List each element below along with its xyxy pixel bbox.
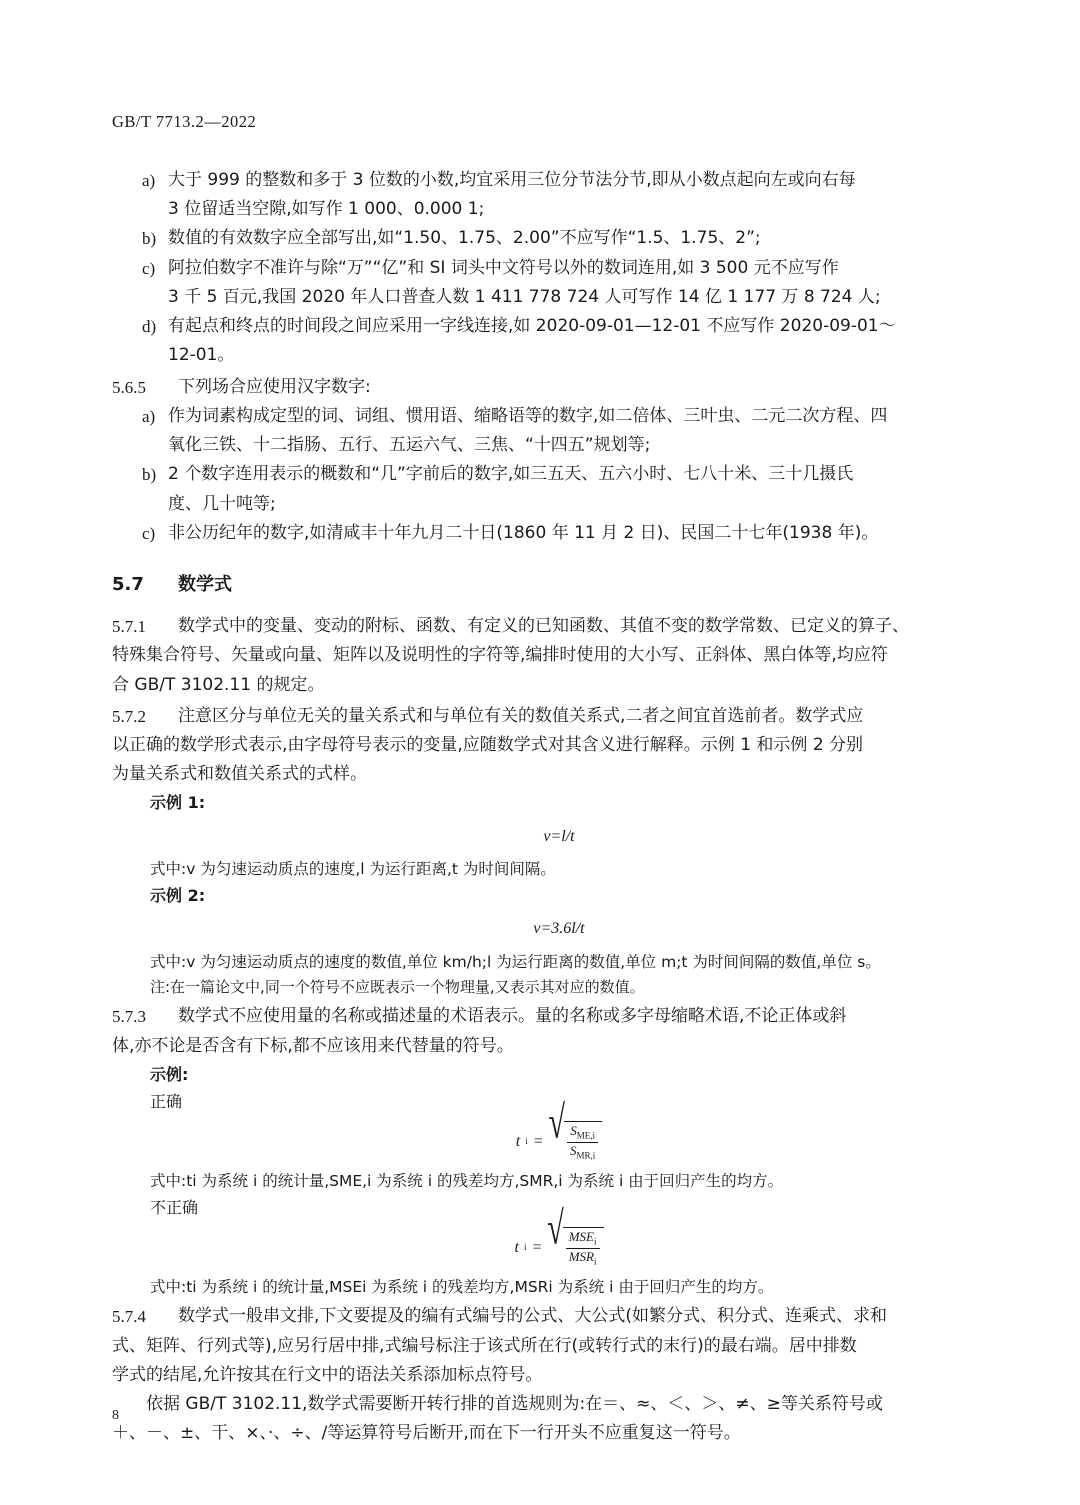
fraction <box>566 1229 600 1268</box>
example-2-explanation: 式中:v 为匀速运动质点的速度的数值,单位 km/h;l 为运行距离的数值,单位 m;t 为时间间隔的数值,单位 s。 <box>150 952 881 971</box>
list-564 <box>112 166 968 371</box>
clause-574 <box>112 1302 968 1331</box>
clause-text: 数学式一般串文排,下文要提及的编有式编号的公式、大公式(如繁分式、积分式、连乘式、求和 <box>178 1306 888 1327</box>
list-item <box>112 519 968 548</box>
note-572: 注:在一篇论文中,同一个符号不应既表示一个物理量,又表示其对应的数值。 <box>150 977 645 996</box>
clause-number: 5.7.1 <box>112 617 146 637</box>
list-text: 12-01。 <box>168 345 235 366</box>
numerator-sub: i <box>594 1237 597 1248</box>
example-2-label: 示例 2: <box>150 886 206 906</box>
clause-571-line3: 合 GB/T 3102.11 的规定。 <box>112 674 325 695</box>
clause-text: 下列场合应使用汉字数字: <box>178 376 371 397</box>
list-item-cont <box>112 490 968 519</box>
clause-number: 5.7.4 <box>112 1307 146 1327</box>
example-1-label: 示例 1: <box>150 793 206 813</box>
list-label: c) <box>142 523 156 543</box>
list-item-cont <box>112 283 968 312</box>
clause-text: 注意区分与单位无关的量关系式和与单位有关的数值关系式,二者之间宜首选前者。数学式应 <box>178 705 864 726</box>
list-item-cont <box>112 431 968 460</box>
list-text: 有起点和终点的时间段之间应采用一字线连接,如 2020-09-01—12-01 不应写作 2020-09-01～ <box>168 316 896 337</box>
list-text: 数值的有效数字应全部写出,如“1.50、1.75、2.00”不应写作“1.5、1.75、2”; <box>168 228 761 249</box>
clause-text: 数学式不应使用量的名称或描述量的术语表示。量的名称或多字母缩略术语,不论正体或斜 <box>178 1006 847 1027</box>
example-1-explanation: 式中:v 为匀速运动质点的速度,l 为运行距离,t 为时间间隔。 <box>150 859 556 878</box>
list-label: a) <box>142 406 156 426</box>
list-text: 2 个数字连用表示的概数和“几”字前后的数字,如三五天、五六小时、七八十米、三十几摄氏 <box>168 464 854 485</box>
standard-header: GB/T 7713.2—2022 <box>112 112 257 131</box>
formula-lhs-sub: i <box>525 1135 528 1146</box>
incorrect-explanation: 式中:ti 为系统 i 的统计量,MSEi 为系统 i 的残差均方,MSRi 为系统 i 由于回归产生的均方。 <box>150 1278 774 1297</box>
formula-equals: = <box>531 1239 543 1257</box>
formula-lhs: t <box>514 1239 519 1257</box>
section-title: 数学式 <box>178 574 232 596</box>
formula-equals: = <box>532 1132 544 1150</box>
clause-text: 数学式中的变量、变动的附标、函数、有定义的已知函数、其值不变的数学常数、已定义的算子、 <box>178 616 909 637</box>
clause-number: 5.6.5 <box>112 377 146 397</box>
list-label: b) <box>142 465 157 485</box>
page-content <box>112 112 968 1449</box>
list-text: 度、几十吨等; <box>168 493 276 514</box>
denominator-sub: i <box>594 1256 597 1267</box>
list-item <box>112 254 968 283</box>
clause-572-line3: 为量关系式和数值关系式的式样。 <box>112 764 367 785</box>
clause-571-line2: 特殊集合符号、矢量或向量、矩阵以及说明性的字符等,编排时使用的大小写、正斜体、黑白体等,均应符 <box>112 645 888 666</box>
list-text: 3 千 5 百元,我国 2020 年人口普查人数 1 411 778 724 人可写作 14 亿 1 177 万 8 724 人; <box>168 286 881 307</box>
list-text: 氧化三铁、十二指肠、五行、五运六气、三焦、“十四五”规划等; <box>168 435 651 456</box>
clause-number: 5.7.3 <box>112 1007 146 1027</box>
denominator: MSR <box>568 1249 594 1265</box>
section-heading-57 <box>112 570 968 596</box>
list-text: 作为词素构成定型的词、词组、惯用语、缩略语等的数字,如二倍体、三叶虫、二元二次方程、四 <box>168 405 888 426</box>
formula-lhs: t <box>515 1132 521 1150</box>
clause-574-line2: 式、矩阵、行列式等),应另行居中排,式编号标注于该式所在行(或转行式的末行)的最右端。居中排数 <box>112 1335 857 1356</box>
list-label: b) <box>142 229 157 249</box>
list-item <box>112 460 968 489</box>
list-label: d) <box>142 317 157 337</box>
radical-icon: √ <box>548 1097 565 1149</box>
clause-573-line2: 体,亦不论是否含有下标,都不应该用来代替量的符号。 <box>112 1035 514 1056</box>
list-item <box>112 312 968 341</box>
clause-573 <box>112 1002 968 1031</box>
page-number: 8 <box>112 1408 119 1423</box>
numerator-sub: ME,i <box>576 1130 595 1141</box>
list-text: 阿拉伯数字不准许与除“万”“亿”和 SI 词头中文符号以外的数词连用,如 3 500 元不应写作 <box>168 257 839 278</box>
incorrect-label: 不正确 <box>150 1198 199 1218</box>
clause-572-line2: 以正确的数学形式表示,由字母符号表示的变量,应随数学式对其含义进行解释。示例 1 和示例 2 分别 <box>112 734 864 755</box>
section-number: 5.7 <box>112 574 144 596</box>
list-item <box>112 402 968 431</box>
clause-571 <box>112 612 968 641</box>
sqrt-group <box>548 1097 603 1162</box>
sqrt-group <box>547 1203 603 1268</box>
clause-574-p2-line2: ＋、－、±、干、×、·、÷、/等运算符号后断开,而在下一行开头不应重复这一符号。 <box>112 1423 741 1444</box>
formula-lhs-sub: i <box>523 1242 527 1253</box>
fraction <box>567 1123 598 1162</box>
list-label: a) <box>142 171 156 190</box>
numerator: MSE <box>568 1229 594 1245</box>
list-text: 大于 999 的整数和多于 3 位数的小数,均宜采用三位分节法分节,即从小数点起向左或向右每 <box>168 170 856 190</box>
clause-572 <box>112 702 968 731</box>
radical-icon: √ <box>547 1203 564 1255</box>
list-text: 非公历纪年的数字,如清咸丰十年九月二十日(1860 年 11 月 2 日)、民国二十七年(1938 年)。 <box>168 522 879 543</box>
list-item-cont <box>112 341 968 370</box>
list-item <box>112 224 968 253</box>
correct-explanation: 式中:ti 为系统 i 的统计量,SME,i 为系统 i 的残差均方,SMR,i 为系统 i 由于回归产生的均方。 <box>150 1171 784 1190</box>
denominator-sub: MR,i <box>576 1150 596 1161</box>
list-label: c) <box>142 258 156 278</box>
list-565 <box>112 402 968 548</box>
example-label: 示例: <box>150 1064 189 1084</box>
clause-number: 5.7.2 <box>112 706 146 726</box>
example-block-573 <box>150 1061 968 1301</box>
denominator: S <box>569 1143 577 1159</box>
list-text: 3 位留适当空隙,如写作 1 000、0.000 1; <box>168 199 485 220</box>
clause-565-intro <box>112 373 968 402</box>
example-2-formula: v=3.6l/t <box>533 920 585 938</box>
clause-574-line3: 学式的结尾,允许按其在行文中的语法关系添加标点符号。 <box>112 1364 543 1385</box>
correct-label: 正确 <box>150 1092 183 1112</box>
numerator: S <box>570 1123 577 1139</box>
clause-574-p2-line1: 依据 GB/T 3102.11,数学式需要断开转行排的首选规则为:在＝、≈、＜、＞、≠、≥等关系符号或 <box>146 1394 883 1415</box>
list-item-cont <box>112 195 968 224</box>
list-item <box>112 166 968 195</box>
example-block-572 <box>150 789 968 1000</box>
example-1-formula: v=l/t <box>543 827 575 845</box>
